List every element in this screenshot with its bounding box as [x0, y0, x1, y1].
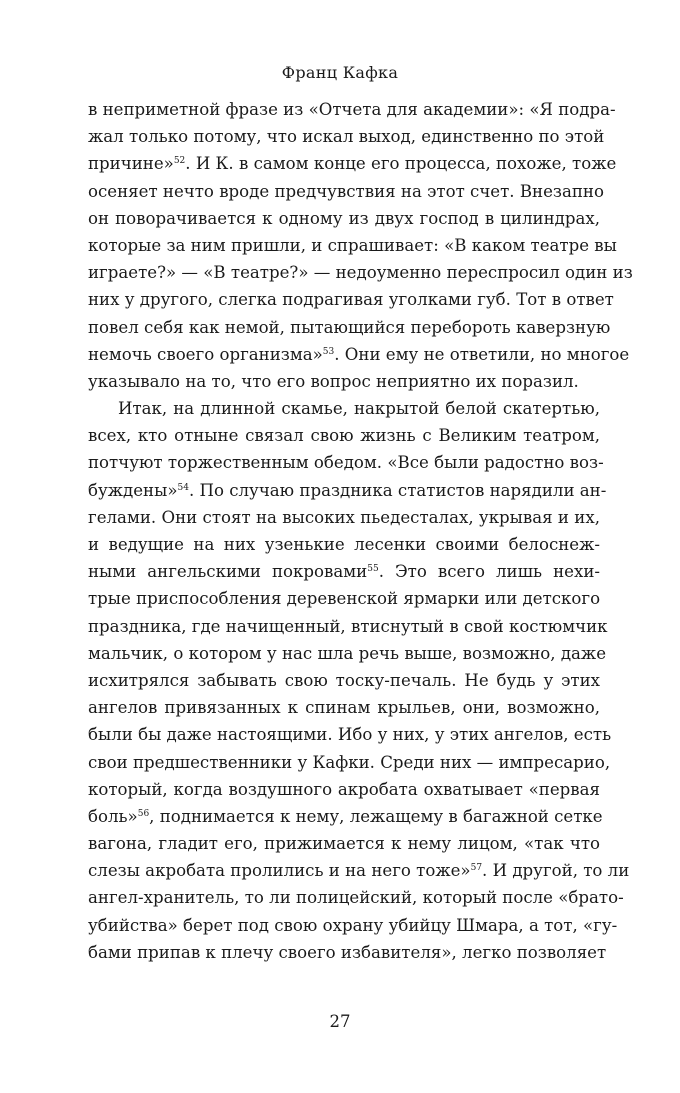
- footnote-ref-54[interactable]: 54: [177, 482, 189, 493]
- footnote-ref-55[interactable]: 55: [367, 564, 379, 575]
- running-head: Франц Кафка: [281, 63, 399, 82]
- body-text: [88, 96, 633, 966]
- footnote-ref-52[interactable]: 52: [173, 156, 186, 167]
- text-line: исхитрялся забывать свою тоску-печаль. Не будь у этих: [88, 670, 600, 690]
- text-line: указывало на то, что его вопрос неприятно их поразил.: [88, 371, 579, 391]
- text-fragment: слезы акробата пролились и на него тоже»: [88, 861, 471, 881]
- text-fragment: немочь своего организма»: [88, 344, 323, 364]
- text-line: повел себя как немой, пытающийся перебороть каверзную: [88, 317, 611, 337]
- text-line: осеняет нечто вроде предчувствия на этот счет. Внезапно: [88, 181, 604, 201]
- text-line: и ведущие на них узенькие лесенки своими белоснеж-: [88, 535, 600, 554]
- text-fragment: боль»: [88, 806, 138, 826]
- text-fragment: . И К. в самом конце его процесса, похоже, тоже: [185, 154, 617, 174]
- text-line: жал только потому, что искал выход, единственно по этой: [88, 127, 605, 147]
- text-line: [88, 803, 603, 830]
- text-fragment: . Они ему не ответили, но многое: [334, 344, 630, 364]
- text-fragment: . Это всего лишь нехи-: [378, 562, 600, 582]
- text-line: [88, 150, 617, 177]
- text-line: в неприметной фразе из «Отчета для академии»: «Я подра-: [88, 100, 616, 119]
- text-line: Итак, на длинной скамье, накрытой белой скатертью,: [118, 399, 600, 419]
- text-line: которые за ним пришли, и спрашивает: «В каком театре вы: [88, 235, 617, 255]
- text-line: вагона, гладит его, прижимается к нему лицом, «так что: [88, 834, 600, 854]
- paragraph-2: [88, 395, 630, 966]
- text-line: потчуют торжественным обедом. «Все были радостно воз-: [88, 453, 604, 473]
- text-fragment: причине»: [88, 154, 174, 174]
- footnote-ref-56[interactable]: 56: [137, 808, 150, 819]
- text-line: [88, 857, 630, 884]
- text-line: всех, кто отныне связал свою жизнь с Великим театром,: [88, 426, 600, 446]
- text-line: играете?» — «В театре?» — недоуменно переспросил один из: [88, 263, 633, 283]
- paragraph-1: [88, 96, 633, 395]
- text-fragment: . И другой, то ли: [482, 861, 630, 881]
- page-number: 27: [329, 1012, 351, 1031]
- text-line: ангел-хранитель, то ли полицейский, который после «брато-: [88, 888, 624, 908]
- text-line: гелами. Они стоят на высоких пьедесталах, укрывая и их,: [88, 507, 600, 527]
- text-line: [88, 477, 607, 504]
- text-fragment: буждены»: [88, 480, 178, 500]
- text-fragment: ными ангельскими покровами: [88, 562, 368, 582]
- text-line: который, когда воздушного акробата охватывает «первая: [88, 779, 600, 799]
- text-fragment: . По случаю праздника статистов нарядили ан-: [188, 480, 607, 500]
- text-line: [88, 558, 600, 585]
- text-line: трые приспособления деревенской ярмарки или детского: [88, 589, 601, 609]
- text-line: бами припав к плечу своего избавителя», легко позволяет: [88, 942, 607, 962]
- text-line: [88, 341, 630, 368]
- text-line: ангелов привязанных к спинам крыльев, они, возможно,: [88, 698, 600, 718]
- text-line: праздника, где начищенный, втиснутый в свой костюмчик: [88, 616, 608, 636]
- text-line: он поворачивается к одному из двух господ в цилиндрах,: [88, 208, 600, 228]
- footnote-ref-57[interactable]: 57: [470, 863, 483, 874]
- text-line: мальчик, о котором у нас шла речь выше, возможно, даже: [88, 643, 607, 663]
- footnote-ref-53[interactable]: 53: [322, 346, 335, 357]
- text-line: свои предшественники у Кафки. Среди них — импресарио,: [88, 752, 611, 772]
- text-line: них у другого, слегка подрагивая уголками губ. Тот в ответ: [88, 290, 614, 310]
- text-line: были бы даже настоящими. Ибо у них, у этих ангелов, есть: [88, 725, 612, 745]
- text-fragment: , поднимается к нему, лежащему в багажной сетке: [149, 806, 603, 826]
- text-line: убийства» берет под свою охрану убийцу Шмара, а тот, «гу-: [88, 915, 618, 935]
